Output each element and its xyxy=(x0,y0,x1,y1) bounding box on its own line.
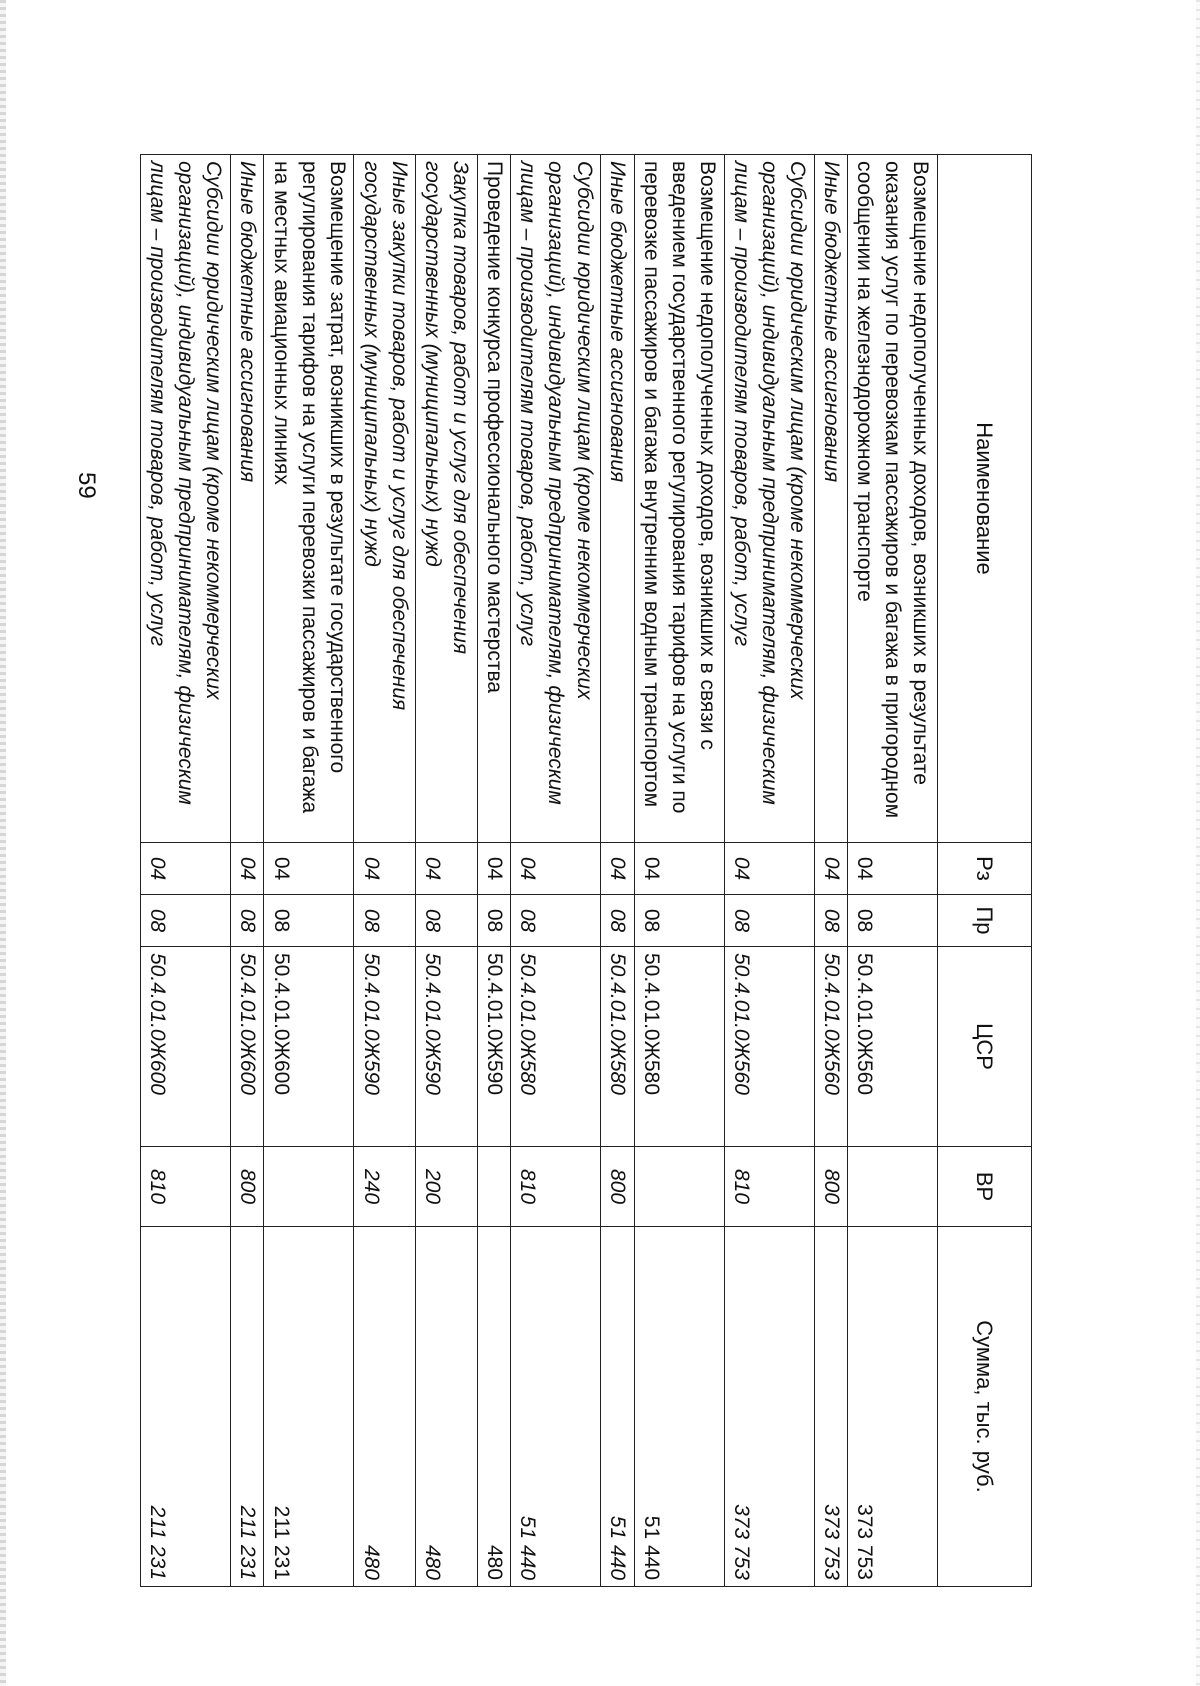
cell-rz: 04 xyxy=(634,843,724,895)
cell-name: Возмещение затрат, возникших в результате государственного регулирования тарифов на услуги перевозки пассажиров и багажа на местных авиационных линиях xyxy=(264,155,354,843)
cell-pr: 08 xyxy=(511,895,601,947)
scan-edge-right xyxy=(1196,0,1200,1686)
cell-csr: 50.4.01.0Ж590 xyxy=(477,947,510,1147)
cell-name: Возмещение недополученных доходов, возникших в результате оказания услуг по перевозкам пассажиров и багажа в пригородном сообщении на железнодорожном транспорте xyxy=(847,155,937,843)
cell-sum: 480 xyxy=(416,1227,478,1587)
header-csr: ЦСР xyxy=(938,947,1032,1147)
table-row xyxy=(601,155,634,1587)
cell-sum: 211 231 xyxy=(264,1227,354,1587)
cell-vr: 800 xyxy=(231,1147,264,1227)
cell-vr xyxy=(477,1147,510,1227)
cell-pr: 08 xyxy=(814,895,847,947)
table-header-row xyxy=(938,155,1032,1587)
cell-csr: 50.4.01.0Ж590 xyxy=(354,947,416,1147)
cell-pr: 08 xyxy=(416,895,478,947)
cell-name: Иные бюджетные ассигнования xyxy=(231,155,264,843)
header-name: Наименование xyxy=(938,155,1032,843)
cell-name: Субсидии юридическим лицам (кроме некоммерческих организаций), индивидуальным предпринимателям, физическим лицам – производителям товаров, работ, услуг xyxy=(511,155,601,843)
cell-rz: 04 xyxy=(724,843,814,895)
table-row xyxy=(724,155,814,1587)
cell-rz: 04 xyxy=(814,843,847,895)
cell-sum: 480 xyxy=(477,1227,510,1587)
cell-sum: 51 440 xyxy=(634,1227,724,1587)
cell-vr: 200 xyxy=(416,1147,478,1227)
cell-pr: 08 xyxy=(724,895,814,947)
table-row xyxy=(141,155,231,1587)
table-row xyxy=(264,155,354,1587)
table-row xyxy=(477,155,510,1587)
cell-csr: 50.4.01.0Ж560 xyxy=(724,947,814,1147)
cell-csr: 50.4.01.0Ж580 xyxy=(634,947,724,1147)
cell-name: Иные бюджетные ассигнования xyxy=(601,155,634,843)
cell-rz: 04 xyxy=(141,843,231,895)
cell-pr: 08 xyxy=(847,895,937,947)
cell-pr: 08 xyxy=(141,895,231,947)
cell-rz: 04 xyxy=(264,843,354,895)
cell-vr: 810 xyxy=(511,1147,601,1227)
cell-pr: 08 xyxy=(264,895,354,947)
cell-rz: 04 xyxy=(477,843,510,895)
cell-csr: 50.4.01.0Ж560 xyxy=(847,947,937,1147)
cell-csr: 50.4.01.0Ж600 xyxy=(264,947,354,1147)
header-rz: Рз xyxy=(938,843,1032,895)
cell-csr: 50.4.01.0Ж600 xyxy=(231,947,264,1147)
table-row xyxy=(354,155,416,1587)
table-row xyxy=(511,155,601,1587)
cell-sum: 373 753 xyxy=(847,1227,937,1587)
table-row xyxy=(634,155,724,1587)
cell-name: Проведение конкурса профессионального мастерства xyxy=(477,155,510,843)
cell-csr: 50.4.01.0Ж580 xyxy=(511,947,601,1147)
scan-edge-left xyxy=(0,0,6,1686)
cell-vr xyxy=(634,1147,724,1227)
cell-csr: 50.4.01.0Ж560 xyxy=(814,947,847,1147)
cell-sum: 51 440 xyxy=(601,1227,634,1587)
cell-rz: 04 xyxy=(354,843,416,895)
cell-vr: 800 xyxy=(814,1147,847,1227)
cell-rz: 04 xyxy=(847,843,937,895)
header-sum: Сумма, тыс. руб. xyxy=(938,1227,1032,1587)
cell-vr: 800 xyxy=(601,1147,634,1227)
table-row xyxy=(416,155,478,1587)
table-row xyxy=(847,155,937,1587)
cell-csr: 50.4.01.0Ж580 xyxy=(601,947,634,1147)
cell-vr: 810 xyxy=(141,1147,231,1227)
cell-csr: 50.4.01.0Ж600 xyxy=(141,947,231,1147)
header-pr: Пр xyxy=(938,895,1032,947)
cell-csr: 50.4.01.0Ж590 xyxy=(416,947,478,1147)
page-number: 59 xyxy=(73,472,100,499)
table-row xyxy=(231,155,264,1587)
cell-rz: 04 xyxy=(416,843,478,895)
cell-rz: 04 xyxy=(231,843,264,895)
cell-name: Возмещение недополученных доходов, возникших в связи с введением государственного регулирования тарифов на услуги по перевозке пассажиров и багажа внутренним водным транспортом xyxy=(634,155,724,843)
table-row xyxy=(814,155,847,1587)
cell-vr: 240 xyxy=(354,1147,416,1227)
cell-name: Закупка товаров, работ и услуг для обеспечения государственных (муниципальных) нужд xyxy=(416,155,478,843)
budget-table xyxy=(140,154,1032,1587)
cell-pr: 08 xyxy=(477,895,510,947)
cell-name: Субсидии юридическим лицам (кроме некоммерческих организаций), индивидуальным предпринимателям, физическим лицам – производителям товаров, работ, услуг xyxy=(724,155,814,843)
cell-vr xyxy=(847,1147,937,1227)
cell-sum: 211 231 xyxy=(141,1227,231,1587)
cell-rz: 04 xyxy=(511,843,601,895)
cell-name: Иные бюджетные ассигнования xyxy=(814,155,847,843)
cell-rz: 04 xyxy=(601,843,634,895)
cell-sum: 211 231 xyxy=(231,1227,264,1587)
rotated-table-container xyxy=(140,154,1032,1586)
cell-sum: 373 753 xyxy=(724,1227,814,1587)
cell-pr: 08 xyxy=(354,895,416,947)
cell-pr: 08 xyxy=(601,895,634,947)
cell-sum: 373 753 xyxy=(814,1227,847,1587)
cell-name: Субсидии юридическим лицам (кроме некоммерческих организаций), индивидуальным предпринимателям, физическим лицам – производителям товаров, работ, услуг xyxy=(141,155,231,843)
cell-pr: 08 xyxy=(231,895,264,947)
cell-sum: 51 440 xyxy=(511,1227,601,1587)
header-vr: ВР xyxy=(938,1147,1032,1227)
cell-vr xyxy=(264,1147,354,1227)
cell-vr: 810 xyxy=(724,1147,814,1227)
cell-name: Иные закупки товаров, работ и услуг для обеспечения государственных (муниципальных) нужд xyxy=(354,155,416,843)
cell-sum: 480 xyxy=(354,1227,416,1587)
cell-pr: 08 xyxy=(634,895,724,947)
